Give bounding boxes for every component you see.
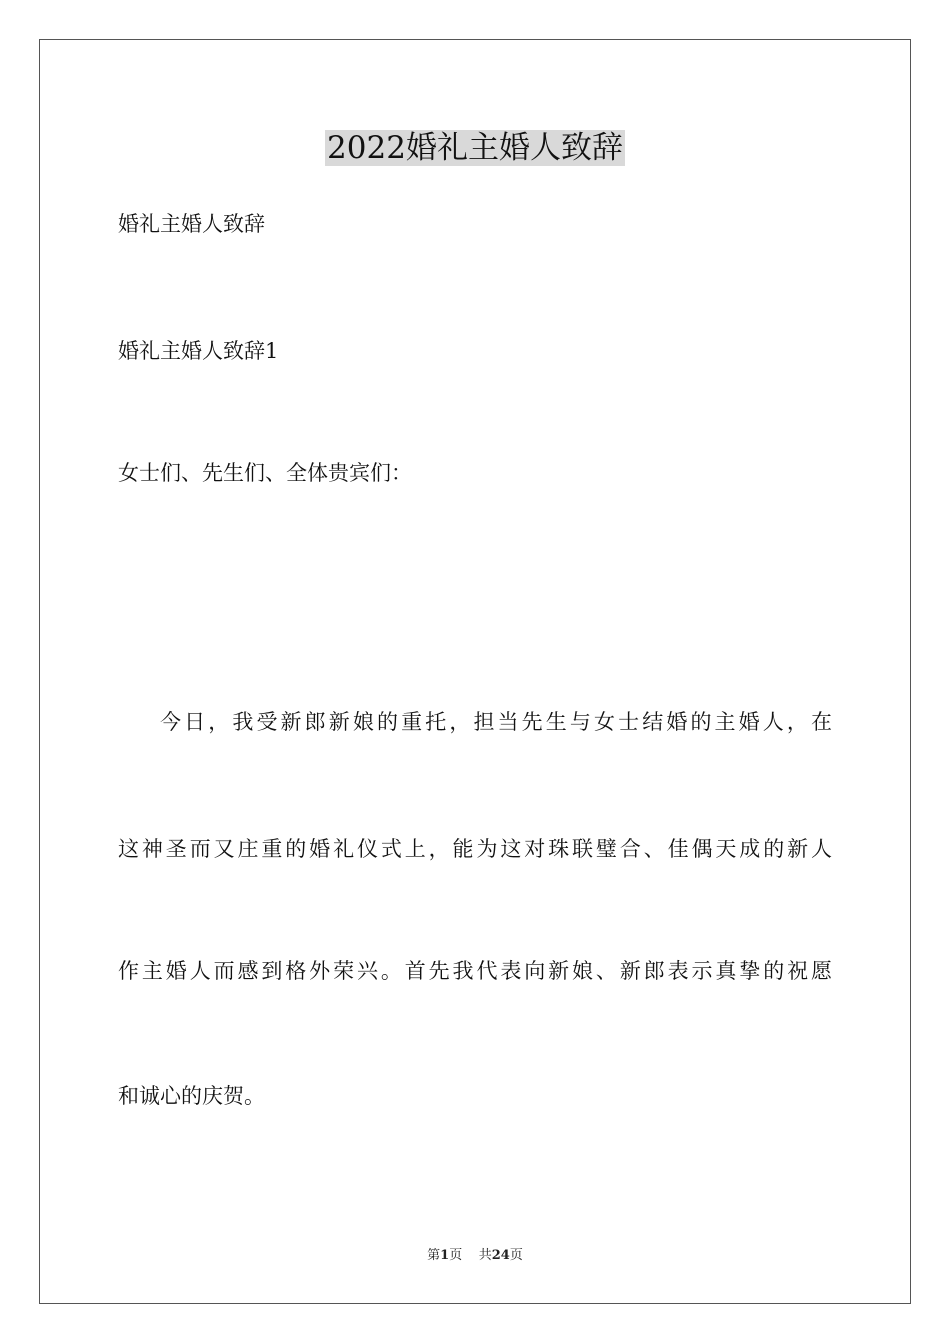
footer-page-prefix: 第	[427, 1248, 441, 1263]
paragraph-line: 这神圣而又庄重的婚礼仪式上，能为这对珠联璧合、佳偶天成的新人	[118, 837, 832, 861]
paragraph-line: 作主婚人而感到格外荣兴。首先我代表向新娘、新郎表示真挚的祝愿	[118, 959, 832, 983]
document-title	[0, 126, 950, 170]
page-footer	[0, 1247, 950, 1265]
footer-total-prefix: 共	[478, 1248, 492, 1263]
footer-page-suffix: 页	[449, 1248, 463, 1263]
paragraph-line: 和诚心的庆贺。	[118, 1084, 265, 1108]
section-title: 婚礼主婚人致辞1	[118, 339, 279, 363]
footer-page-number: 1	[440, 1248, 450, 1263]
salutation: 女士们、先生们、全体贵宾们：	[118, 461, 412, 485]
footer-total-pages: 24	[491, 1248, 510, 1263]
document-heading: 婚礼主婚人致辞	[118, 212, 265, 236]
footer-total-suffix: 页	[509, 1248, 523, 1263]
paragraph-line: 今日，我受新郎新娘的重托，担当先生与女士结婚的主婚人，在	[160, 710, 832, 734]
document-title-text: 2022婚礼主婚人致辞	[327, 130, 623, 166]
